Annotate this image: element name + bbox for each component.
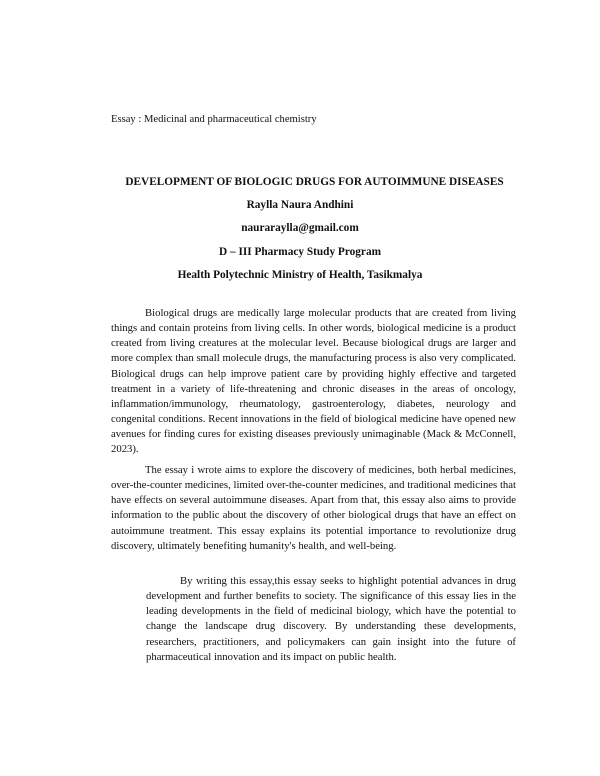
author-email: nauraraylla@gmail.com xyxy=(241,222,359,235)
institution: Health Polytechnic Ministry of Health, Tasikmalya xyxy=(177,268,423,281)
essay-category-note: Essay : Medicinal and pharmaceutical chemistry xyxy=(111,114,317,125)
body-paragraph-2: The essay i wrote aims to explore the discovery of medicines, both herbal medicines, over-the-counter medicines, limited over-the-counter medicines, and traditional medicines that have effects on several autoimmune diseases. Apart from that, this essay also aims to provide information to the public about the discovery of other biological drugs that have an effect on autoimmune treatment. This essay explains its potential importance to revolutionize drug discovery, ultimately benefiting humanity's health, and well-being. xyxy=(111,464,516,552)
body-paragraph-1: Biological drugs are medically large molecular products that are created from living things and contain proteins from living cells. In other words, biological medicine is a product created from living creatures at the molecular level. Because biological drugs are larger and more complex than small molecule drugs, the manufacturing process is also very complicated. Biological drugs can help improve patient care by providing highly effective and targeted treatment in a variety of life-threatening and chronic diseases in the areas of oncology, inflammation/immunology, rheumatology, gastroenterology, diabetes, neurology and congenital conditions. Recent innovations in the field of biological medicine have opened new avenues for finding cures for existing diseases previously unimaginable (Mack & McConnell, 2023). xyxy=(111,307,516,456)
essay-title: DEVELOPMENT OF BIOLOGIC DRUGS FOR AUTOIMMUNE DISEASES xyxy=(125,176,504,188)
author-name: Raylla Naura Andhini xyxy=(246,199,354,212)
study-program: D – III Pharmacy Study Program xyxy=(218,245,382,258)
body-paragraph-3: By writing this essay,this essay seeks to highlight potential advances in drug development and further benefits to society. The significance of this essay lies in the leading developments in the field of medicinal biology, which have the potential to change the landscape drug discovery. By understanding these developments, researchers, practitioners, and policymakers can gain insight into the future of pharmaceutical innovation and its impact on public health. xyxy=(146,575,516,663)
title-block xyxy=(0,176,600,292)
